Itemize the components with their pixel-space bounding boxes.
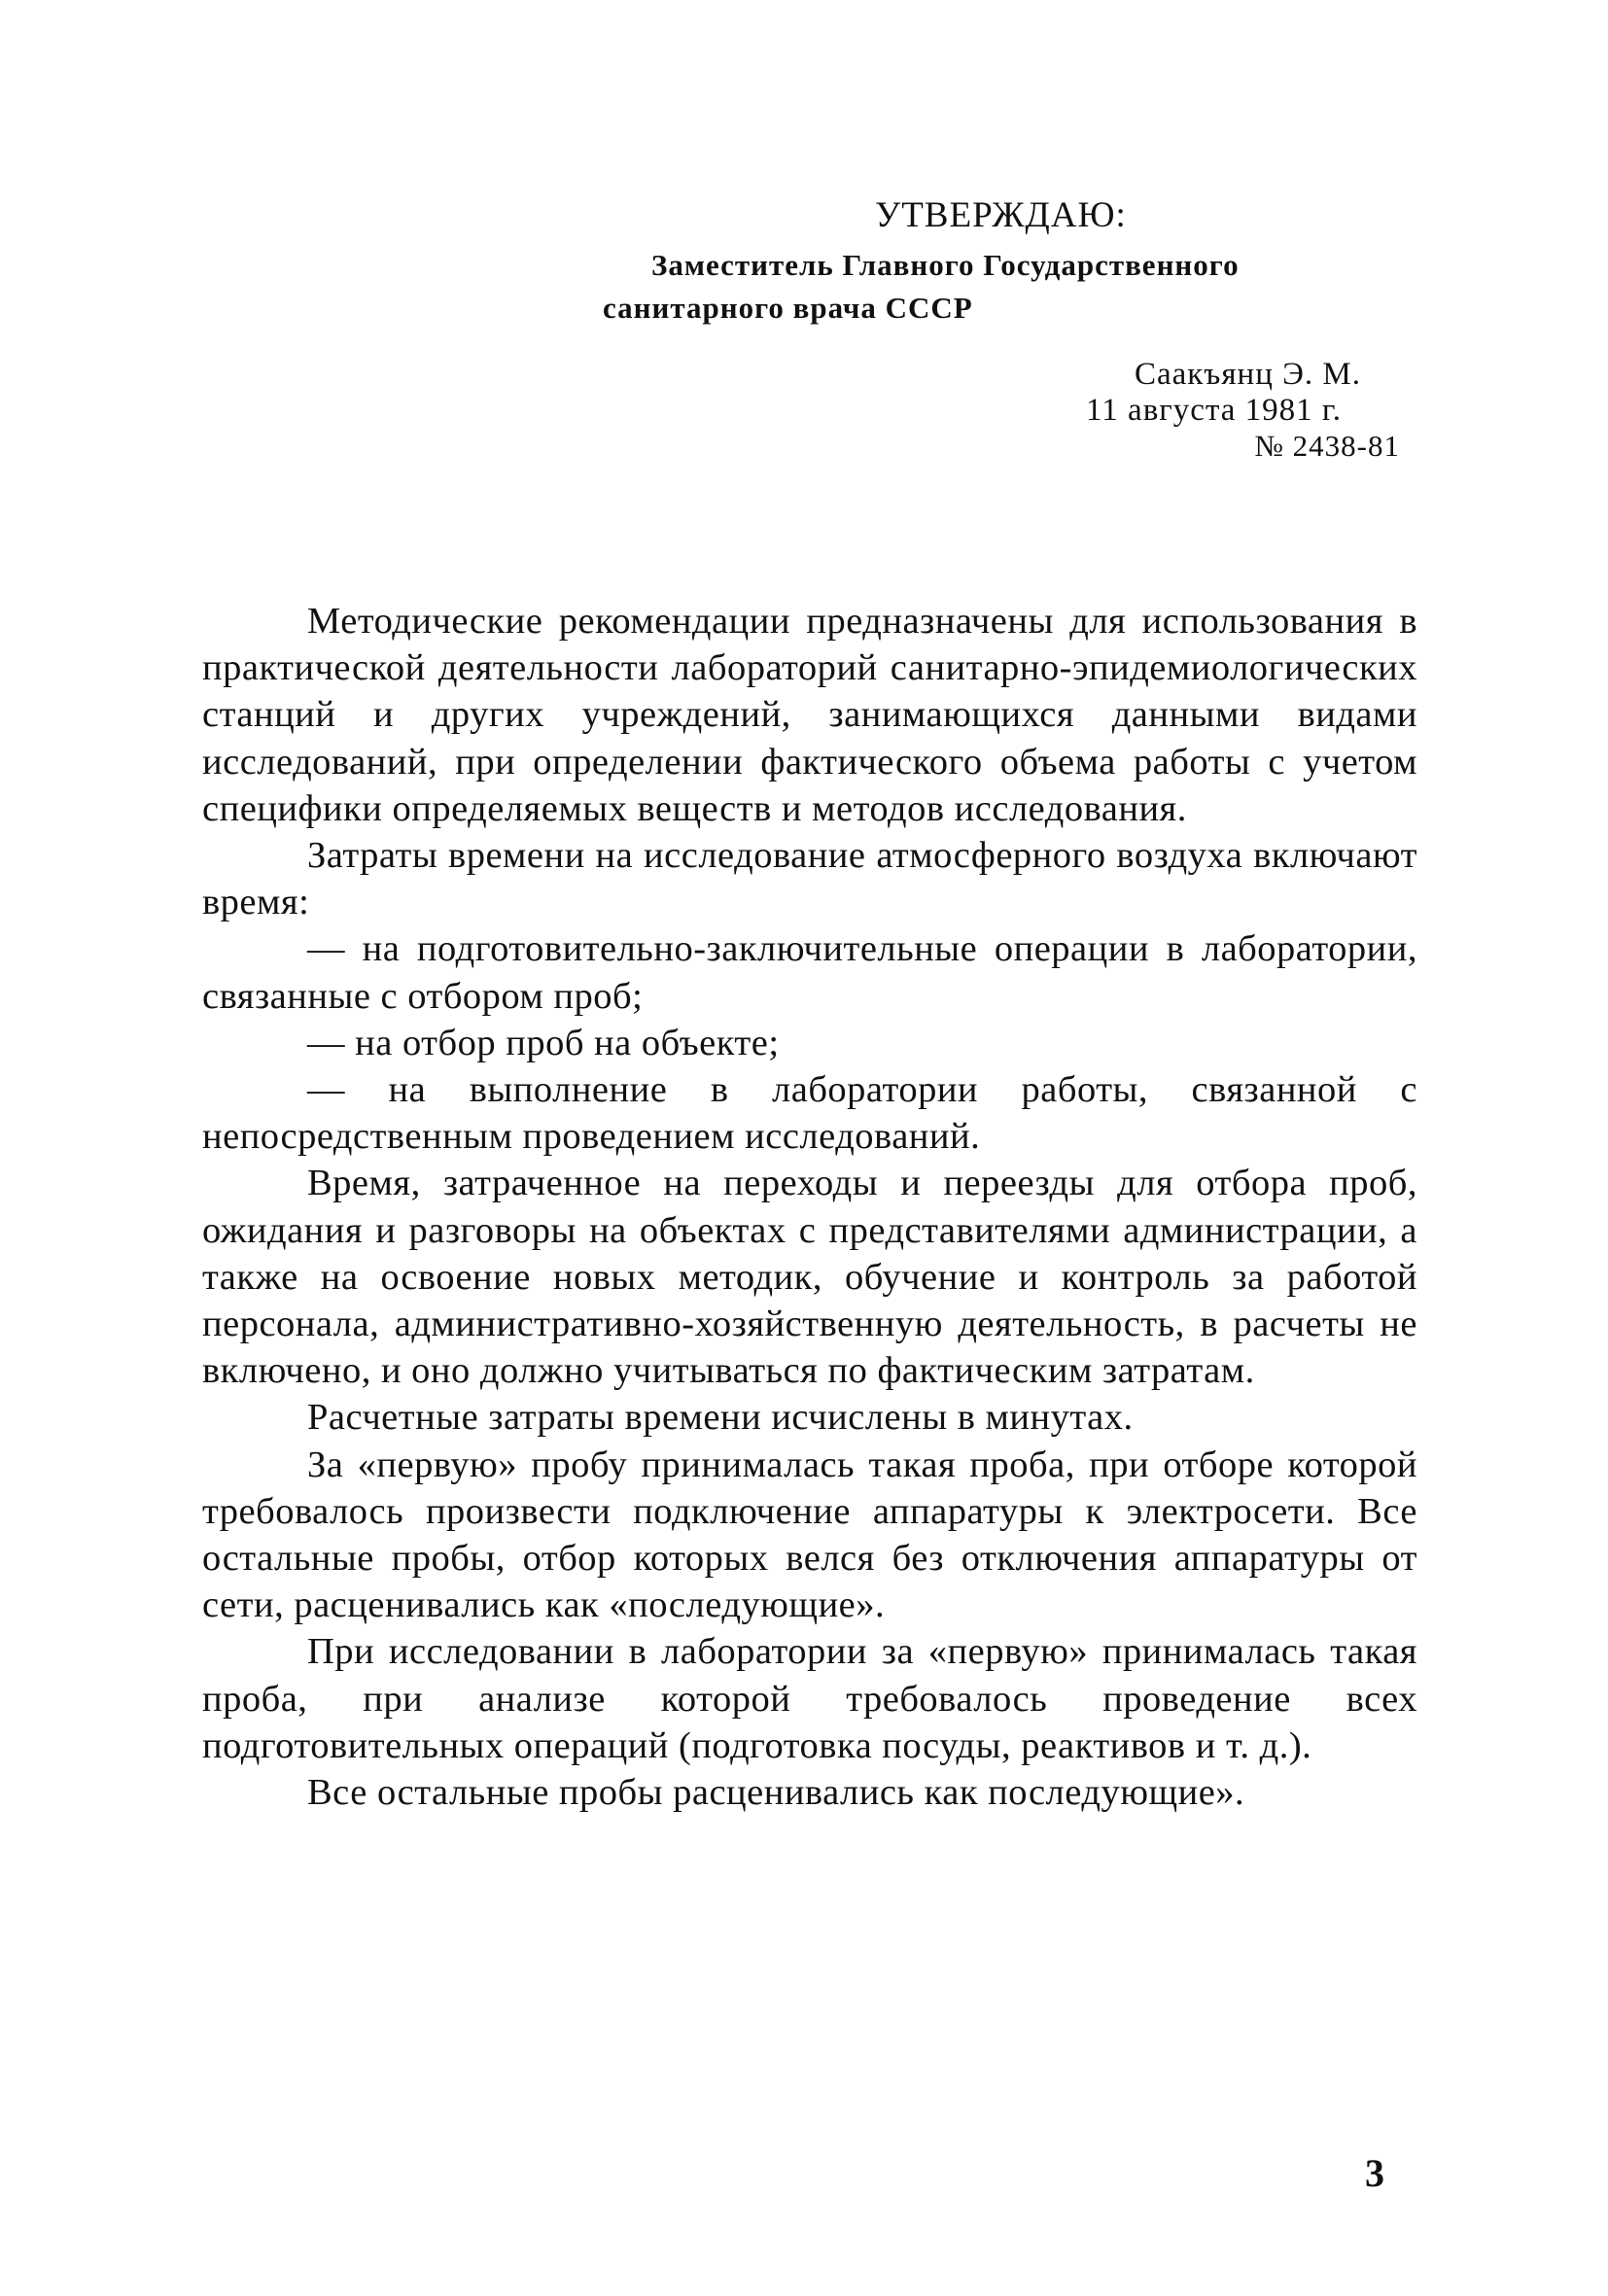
paragraph-other-samples: Все остальные пробы расценивались как последующие».: [307, 1772, 1245, 1814]
list-item-preparation: — на подготовительно-заключительные операции в лаборатории, связанные с отбором проб;: [202, 928, 1417, 1017]
list-item-lab-work: — на выполнение в лаборатории работы, связанной с непосредственным проведением исследований.: [202, 1069, 1417, 1158]
paragraph-units: Расчетные затраты времени исчислены в минутах.: [307, 1397, 1134, 1439]
approval-number: № 2438-81: [1254, 429, 1400, 463]
document-body: [202, 598, 1417, 1816]
approver-name: Саакъянц Э. М.: [1134, 357, 1361, 392]
paragraph-excluded-time: Время, затраченное на переходы и переезды для отбора проб, ожидания и разговоры на объектах с представителями администрации, а также на освоение новых методик, обучение и контроль за работой персонала, административно-хозяйственную деятельность, в расчеты не включено, и оно должно учитываться по фактическим затратам.: [202, 1163, 1417, 1392]
paragraph-first-sample-lab: При исследовании в лаборатории за «первую» принималась такая проба, при анализе которой требовалось проведение всех подготовительных операций (подготовка посуды, реактивов и т. д.).: [202, 1631, 1417, 1766]
approver-position-line2: санитарного врача СССР: [603, 291, 973, 325]
approval-date: 11 августа 1981 г.: [1086, 393, 1342, 428]
approval-block: [603, 194, 1400, 464]
page-number: 3: [1365, 2151, 1384, 2195]
list-item-sampling: — на отбор проб на объекте;: [307, 1022, 780, 1063]
approver-position-line1: Заместитель Главного Государственного: [651, 248, 1240, 282]
paragraph-first-sample-field: За «первую» пробу принималась такая проба, при отборе которой требовалось произвести подключение аппаратуры к электросети. Все остальные пробы, отбор которых велся без отключения аппаратуры от сети, расценивались как «последующие».: [202, 1444, 1417, 1626]
approval-heading: УТВЕРЖДАЮ:: [875, 195, 1127, 235]
paragraph-time-costs: Затраты времени на исследование атмосферного воздуха включают время:: [202, 835, 1417, 923]
paragraph-purpose: Методические рекомендации предназначены для использования в практической деятельности лабораторий санитарно-эпидемиологических станций и других учреждений, занимающихся данными видами исследований, при определении фактического объема работы с учетом специфики определяемых веществ и методов исследования.: [202, 601, 1417, 829]
